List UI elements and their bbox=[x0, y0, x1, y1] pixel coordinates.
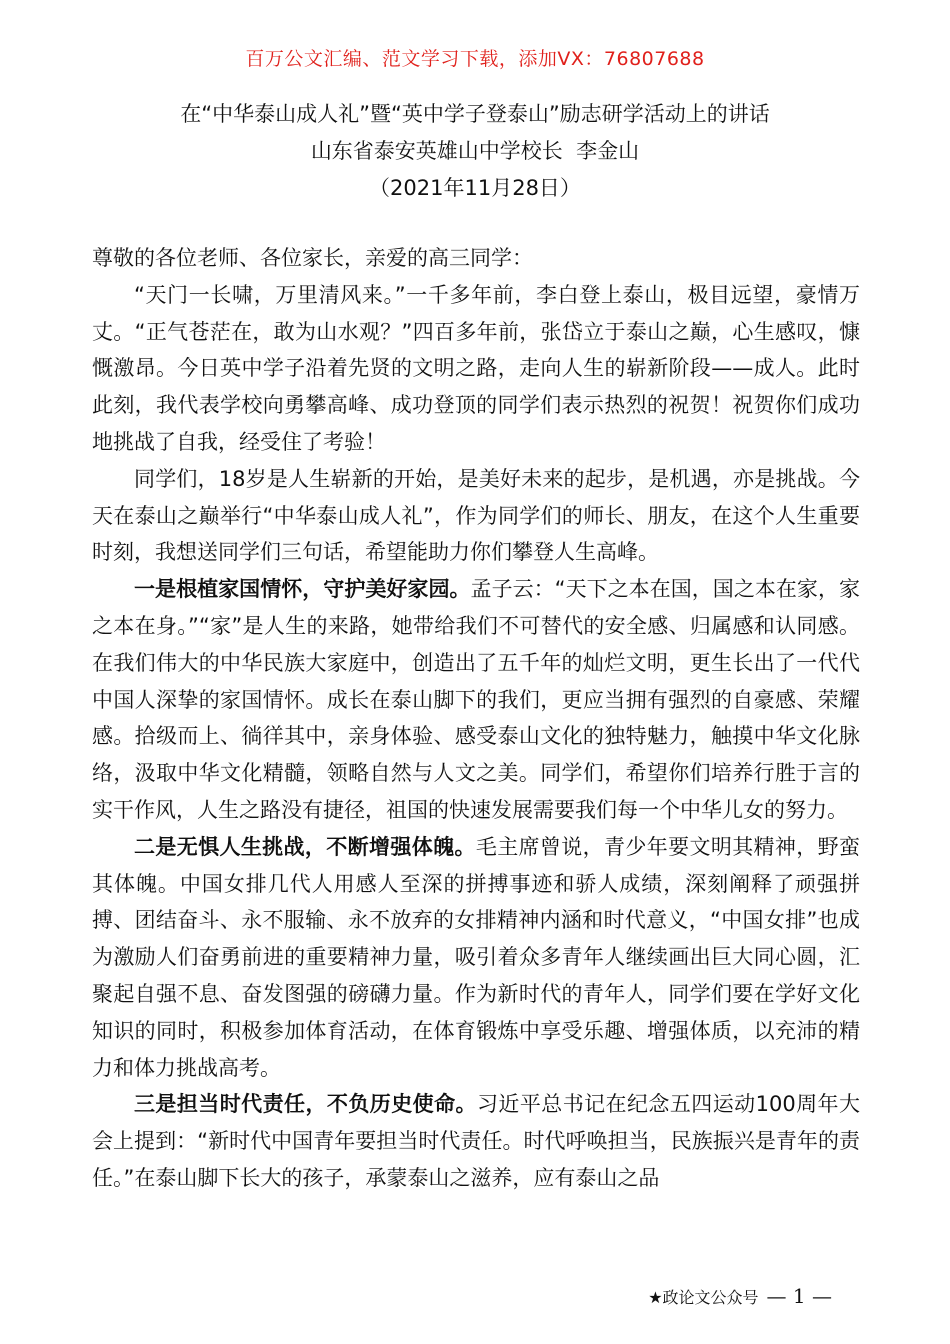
footer-source: ★政论文公众号 bbox=[648, 1288, 759, 1307]
point-3-text: 习近平总书记在纪念五四运动100周年大会上提到：“新时代中国青年要担当时代责任。时代呼唤担当，民族振兴是青年的责任。”在泰山脚下长大的孩子，承蒙泰山之滋养，应有泰山之品 bbox=[92, 1092, 860, 1190]
document-header bbox=[0, 96, 950, 207]
document-title: 在“中华泰山成人礼”暨“英中学子登泰山”励志研学活动上的讲话 bbox=[180, 102, 770, 126]
speaker-line: 山东省泰安英雄山中学校长 李金山 bbox=[310, 139, 640, 163]
document-body bbox=[92, 240, 860, 1197]
point-2-heading: 二是无惧人生挑战，不断增强体魄。 bbox=[134, 834, 476, 859]
point-1-heading: 一是根植家国情怀，守护美好家园。 bbox=[134, 577, 471, 602]
point-2-text: 毛主席曾说，青少年要文明其精神，野蛮其体魄。中国女排几代人用感人至深的拼搏事迹和骄人成绩，深刻阐释了顽强拼搏、团结奋斗、永不服输、永不放弃的女排精神内涵和时代意义，“中国女排”也成为激励人们奋勇前进的重要精神力量，吸引着众多青年人继续画出巨大同心圆，汇聚起自强不息、奋发图强的磅礴力量。作为新时代的青年人，同学们要在学好文化知识的同时，积极参加体育活动，在体育锻炼中享受乐趣、增强体质，以充沛的精力和体力挑战高考。 bbox=[92, 834, 861, 1080]
point-1-text: 孟子云：“天下之本在国，国之本在家，家之本在身。”“家”是人生的来路，她带给我们不可替代的安全感、归属感和认同感。在我们伟大的中华民族大家庭中，创造出了五千年的灿烂文明，更生长出了一代代中国人深挚的家国情怀。成长在泰山脚下的我们，更应当拥有强烈的自豪感、荣耀感。拾级而上、徜徉其中，亲身体验、感受泰山文化的独特魅力，触摸中华文化脉络，汲取中华文化精髓，领略自然与人文之美。同学们，希望你们培养行胜于言的实干作风，人生之路没有捷径，祖国的快速发展需要我们每一个中华儿女的努力。 bbox=[92, 577, 860, 822]
paragraph-5 bbox=[92, 1086, 860, 1196]
point-3-heading: 三是担当时代责任，不负历史使命。 bbox=[134, 1092, 477, 1117]
page-footer bbox=[648, 1284, 832, 1308]
paragraph-4 bbox=[92, 829, 860, 1087]
page-number: — 1 — bbox=[766, 1284, 832, 1308]
paragraph-2: 同学们，18岁是人生崭新的开始，是美好未来的起步，是机遇，亦是挑战。今天在泰山之巅举行“中华泰山成人礼”，作为同学们的师长、朋友，在这个人生重要时刻，我想送同学们三句话，希望能助力你们攀登人生高峰。 bbox=[92, 466, 860, 565]
date-line: （2021年11月28日） bbox=[369, 176, 581, 200]
paragraph-1: “天门一长啸，万里清风来。”一千多年前，李白登上泰山，极目远望，豪情万丈。“正气苍茫在，敢为山水观？”四百多年前，张岱立于泰山之巅，心生感叹，慷慨激昂。今日英中学子沿着先贤的文明之路，走向人生的崭新阶段——成人。此时此刻，我代表学校向勇攀高峰、成功登顶的同学们表示热烈的祝贺！祝贺你们成功地挑战了自我，经受住了考验！ bbox=[92, 282, 860, 454]
salutation: 尊敬的各位老师、各位家长，亲爱的高三同学： bbox=[92, 246, 533, 270]
watermark-banner: 百万公文汇编、范文学习下载，添加VX：76807688 bbox=[245, 48, 705, 70]
paragraph-3 bbox=[92, 571, 860, 829]
